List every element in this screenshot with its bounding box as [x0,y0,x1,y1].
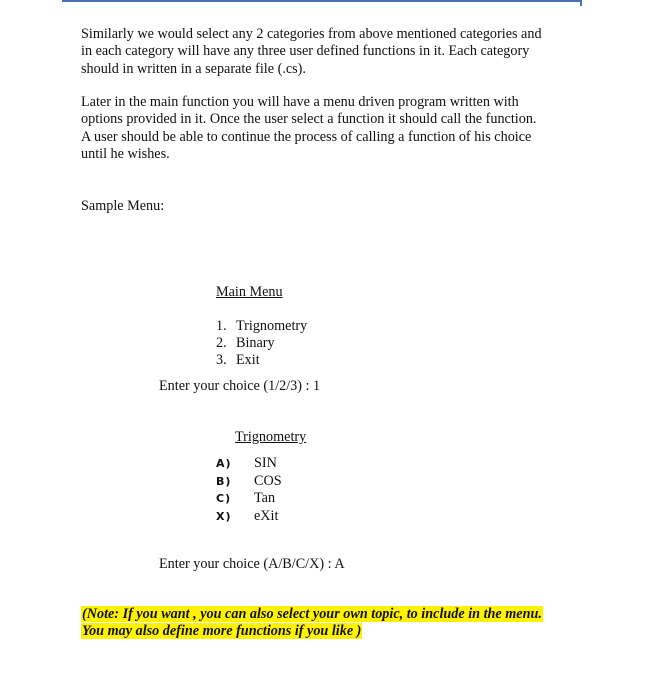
text-line: in each category will have any three user defined functions in it. Each category [81,43,530,60]
list-label: eXit [254,507,279,524]
trig-menu-prompt: Enter your choice (A/B/C/X) : A [159,556,345,572]
text-line: Similarly we would select any 2 categories from above mentioned categories and [81,26,542,42]
list-label: Trignometry [236,318,308,334]
list-label: Tan [254,490,276,507]
list-number: 3. [216,352,227,369]
main-menu-prompt: Enter your choice (1/2/3) : 1 [159,378,321,394]
note-highlight: (Note: If you want , you can also select your own topic, to include in the menu. [82,606,542,622]
list-item [216,352,307,369]
list-item [216,335,307,352]
list-label: Exit [236,352,260,369]
list-label: SIN [254,455,277,471]
main-menu-list [216,318,307,370]
paragraph-main-function [81,94,581,163]
highlighted-note [81,606,543,641]
list-label: Binary [236,335,275,352]
trig-menu-title: Trignometry [235,429,307,445]
list-key: B) [216,474,232,488]
top-border-corner [580,0,582,6]
list-key: C) [216,492,232,506]
list-item [216,455,282,473]
list-number: 2. [216,335,227,352]
text-line: until he wishes. [81,145,170,162]
trig-menu-list [216,455,282,525]
list-item [216,508,282,526]
sample-menu-label: Sample Menu: [81,198,165,214]
note-line [81,623,543,640]
list-key: X) [216,509,232,523]
main-menu-title: Main Menu [216,284,283,300]
list-key: A) [216,457,232,470]
list-label: COS [254,472,282,489]
list-item [216,473,282,491]
list-number: 1. [216,318,227,334]
text-line: Later in the main function you will have a menu driven program written with [81,94,519,110]
note-line [81,606,543,623]
list-item [216,490,282,508]
note-highlight: You may also define more functions if you like ) [82,623,362,640]
text-line: A user should be able to continue the process of calling a function of his choice [81,128,532,145]
text-line: options provided in it. Once the user select a function it should call the function. [81,111,537,128]
top-border-rule [62,0,582,2]
text-line: should in written in a separate file (.cs). [81,60,306,77]
paragraph-categories [81,26,581,78]
list-item [216,318,307,335]
